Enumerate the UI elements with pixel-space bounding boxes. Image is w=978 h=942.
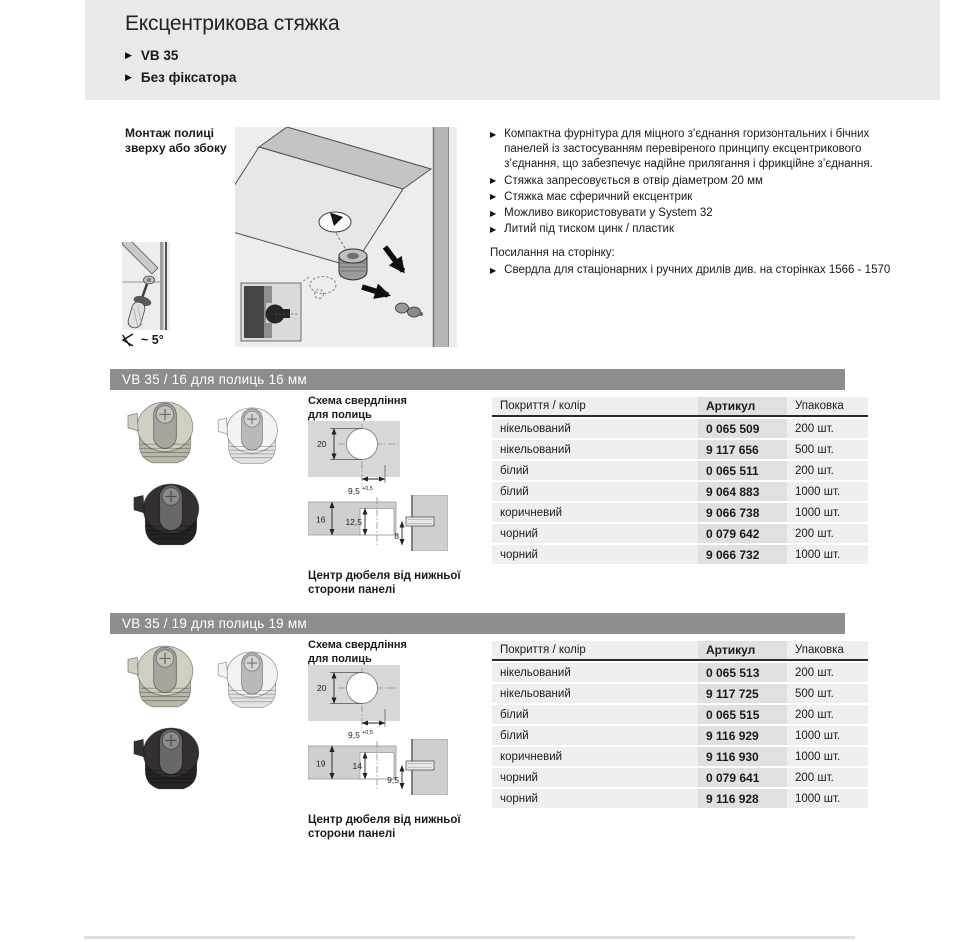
bullet-triangle-icon: ▶: [490, 208, 497, 218]
coating-cell: чорний: [500, 548, 538, 561]
feature-text: Литий під тиском цинк / пластик: [504, 223, 675, 236]
coating-cell: коричневий: [500, 506, 563, 519]
header-article: Артикул: [698, 641, 787, 659]
packing-cell: 1000 шт.: [795, 729, 841, 742]
bullet-triangle-icon: ▶: [490, 192, 497, 202]
feature-text: Компактна фурнітура для міцного з’єднання горизонтальних і бічних панелей із застосуванням перевіреного принципу ексцентрикового з’єднання, що забезпечує надійне прилягання і фрикційне з’єднання.: [504, 128, 873, 171]
packing-cell: 1000 шт.: [795, 548, 841, 561]
product-photos: [118, 641, 308, 811]
dim-offset-label: 9,5: [348, 486, 360, 496]
packing-cell: 200 шт.: [795, 422, 834, 435]
bullet-triangle-icon: ▶: [490, 224, 497, 234]
article-cell: 9 064 883: [698, 482, 787, 501]
section-vb35-16: [110, 369, 870, 609]
dim-hole-label: 20: [317, 683, 327, 693]
table-row: [492, 482, 868, 501]
dowel-note: Центр дюбеля від нижньої сторони панелі: [308, 570, 461, 596]
bullet-triangle-icon: ▶: [490, 129, 497, 139]
dowel: [406, 517, 434, 526]
header-coating: Покриття / колір: [500, 400, 586, 412]
feature-item: [490, 174, 892, 189]
feature-item: [490, 222, 892, 237]
article-cell: 0 065 509: [698, 419, 787, 438]
table-header-row: [492, 397, 868, 417]
dim-depth-label: 14: [352, 761, 362, 771]
article-cell: 9 116 928: [698, 789, 787, 808]
article-cell: 0 079 641: [698, 768, 787, 787]
header-article: Артикул: [698, 397, 787, 415]
article-cell: 0 079 642: [698, 524, 787, 543]
article-cell: 9 066 732: [698, 545, 787, 564]
header-packing: Упаковка: [795, 644, 844, 656]
products-table: [492, 397, 868, 564]
tilt-mounting-illustration: [122, 242, 170, 330]
table-row: [492, 747, 868, 766]
feature-list: [490, 127, 892, 238]
bullet-triangle-icon: ▶: [490, 176, 497, 186]
product-photos: [118, 397, 308, 567]
dim-thickness-label: 19: [316, 758, 326, 769]
reference-item: [490, 263, 960, 278]
bullet-triangle-icon: ▶: [125, 71, 132, 82]
header-bullet: [125, 44, 236, 66]
drilling-diagram-top-view: [308, 665, 408, 743]
table-header-row: [492, 641, 868, 661]
dowel: [406, 761, 434, 770]
coating-cell: білий: [500, 485, 529, 498]
dim-edge-label: 8: [394, 531, 399, 541]
hole-outline: [347, 673, 378, 704]
mounting-illustration: [235, 127, 457, 347]
coating-cell: чорний: [500, 792, 538, 805]
coating-cell: нікельований: [500, 443, 571, 456]
coating-cell: нікельований: [500, 687, 571, 700]
page-title: Ексцентрикова стяжка: [125, 12, 340, 35]
mounting-label: Монтаж полиці зверху або збоку: [125, 126, 227, 155]
hole-outline: [347, 429, 378, 460]
table-row: [492, 524, 868, 543]
cross-section-inset: [241, 283, 301, 341]
header-bullet-label: Без фіксатора: [140, 69, 237, 85]
packing-cell: 200 шт.: [795, 666, 834, 679]
angle-icon: [120, 333, 136, 347]
dim-thickness-label: 16: [316, 514, 326, 525]
coating-cell: нікельований: [500, 422, 571, 435]
table-row: [492, 663, 868, 682]
tilt-angle-label: ~ 5°: [141, 333, 164, 347]
dim-depth-label: 12,5: [345, 517, 362, 527]
feature-text: Стяжка запресовується в отвір діаметром 20 мм: [504, 174, 763, 187]
coating-cell: чорний: [500, 771, 538, 784]
table-body: [492, 419, 868, 564]
table-row: [492, 768, 868, 787]
packing-cell: 1000 шт.: [795, 750, 841, 763]
product-photo-black: [130, 725, 212, 795]
article-cell: 9 117 656: [698, 440, 787, 459]
table-row: [492, 726, 868, 745]
footer-rule: [84, 936, 855, 939]
page-header: [85, 0, 940, 100]
side-panel-bar: [433, 127, 449, 347]
packing-cell: 200 шт.: [795, 527, 834, 540]
packing-cell: 200 шт.: [795, 464, 834, 477]
tilt-angle-row: [120, 333, 164, 347]
bullet-triangle-icon: ▶: [490, 265, 497, 275]
section-title-bar: VB 35 / 16 для полиць 16 мм: [110, 369, 845, 390]
article-cell: 0 065 513: [698, 663, 787, 682]
products-table: [492, 641, 868, 808]
table-row: [492, 684, 868, 703]
dim-hole-label: 20: [317, 439, 327, 449]
packing-cell: 1000 шт.: [795, 792, 841, 805]
article-cell: 0 065 511: [698, 461, 787, 480]
header-packing: Упаковка: [795, 400, 844, 412]
dim-offset-label: 9,5: [348, 730, 360, 740]
feature-item: [490, 190, 892, 205]
section-title-bar: VB 35 / 19 для полиць 19 мм: [110, 613, 845, 634]
feature-text: Стяжка має сферичний ексцентрик: [504, 190, 693, 203]
packing-cell: 500 шт.: [795, 443, 834, 456]
feature-item: [490, 206, 892, 221]
feature-text: Можливо використовувати у System 32: [504, 207, 713, 220]
feature-item: [490, 127, 892, 173]
dim-offset-tolerance: +0,5: [362, 486, 373, 492]
table-row: [492, 461, 868, 480]
packing-cell: 200 шт.: [795, 771, 834, 784]
packing-cell: 1000 шт.: [795, 485, 841, 498]
table-row: [492, 440, 868, 459]
dim-edge-label: 9,5: [387, 775, 399, 785]
table-row: [492, 789, 868, 808]
section-vb35-19: [110, 613, 870, 853]
product-photo-white: [214, 405, 290, 469]
connector-drawing: [339, 249, 367, 280]
reference-list: [490, 263, 960, 279]
article-cell: 0 065 515: [698, 705, 787, 724]
coating-cell: білий: [500, 729, 529, 742]
drilling-diagram-section-view: [308, 495, 448, 551]
packing-cell: 1000 шт.: [795, 506, 841, 519]
coating-cell: чорний: [500, 527, 538, 540]
header-bullet-list: [125, 44, 236, 88]
coating-cell: нікельований: [500, 666, 571, 679]
header-bullet: [125, 66, 236, 88]
product-photo-nickel: [124, 643, 206, 713]
header-coating: Покриття / колір: [500, 644, 586, 656]
drilling-diagram-column: [308, 639, 483, 849]
drilling-diagram-top-view: [308, 421, 408, 499]
coating-cell: білий: [500, 708, 529, 721]
packing-cell: 200 шт.: [795, 708, 834, 721]
product-photo-black: [130, 481, 212, 551]
reference-heading: Посилання на сторінку:: [490, 247, 615, 259]
diagram-heading: Схема свердління для полиць: [308, 395, 407, 421]
coating-cell: білий: [500, 464, 529, 477]
product-photo-nickel: [124, 399, 206, 469]
product-photo-white: [214, 649, 290, 713]
coating-cell: коричневий: [500, 750, 563, 763]
table-row: [492, 419, 868, 438]
drilling-diagram-section-view: [308, 739, 448, 795]
article-cell: 9 116 930: [698, 747, 787, 766]
table-body: [492, 663, 868, 808]
table-row: [492, 705, 868, 724]
article-cell: 9 116 929: [698, 726, 787, 745]
article-cell: 9 117 725: [698, 684, 787, 703]
reference-text: Свердла для стаціонарних і ручних дрилів див. на сторінках 1566 - 1570: [504, 264, 891, 276]
article-cell: 9 066 738: [698, 503, 787, 522]
drilling-diagram-column: [308, 395, 483, 605]
table-row: [492, 545, 868, 564]
bullet-triangle-icon: ▶: [125, 49, 132, 60]
packing-cell: 500 шт.: [795, 687, 834, 700]
dim-offset-tolerance: +0,5: [362, 730, 373, 736]
dowel-note: Центр дюбеля від нижньої сторони панелі: [308, 814, 461, 840]
diagram-heading: Схема свердління для полиць: [308, 639, 407, 665]
table-row: [492, 503, 868, 522]
header-bullet-label: VB 35: [140, 47, 179, 63]
